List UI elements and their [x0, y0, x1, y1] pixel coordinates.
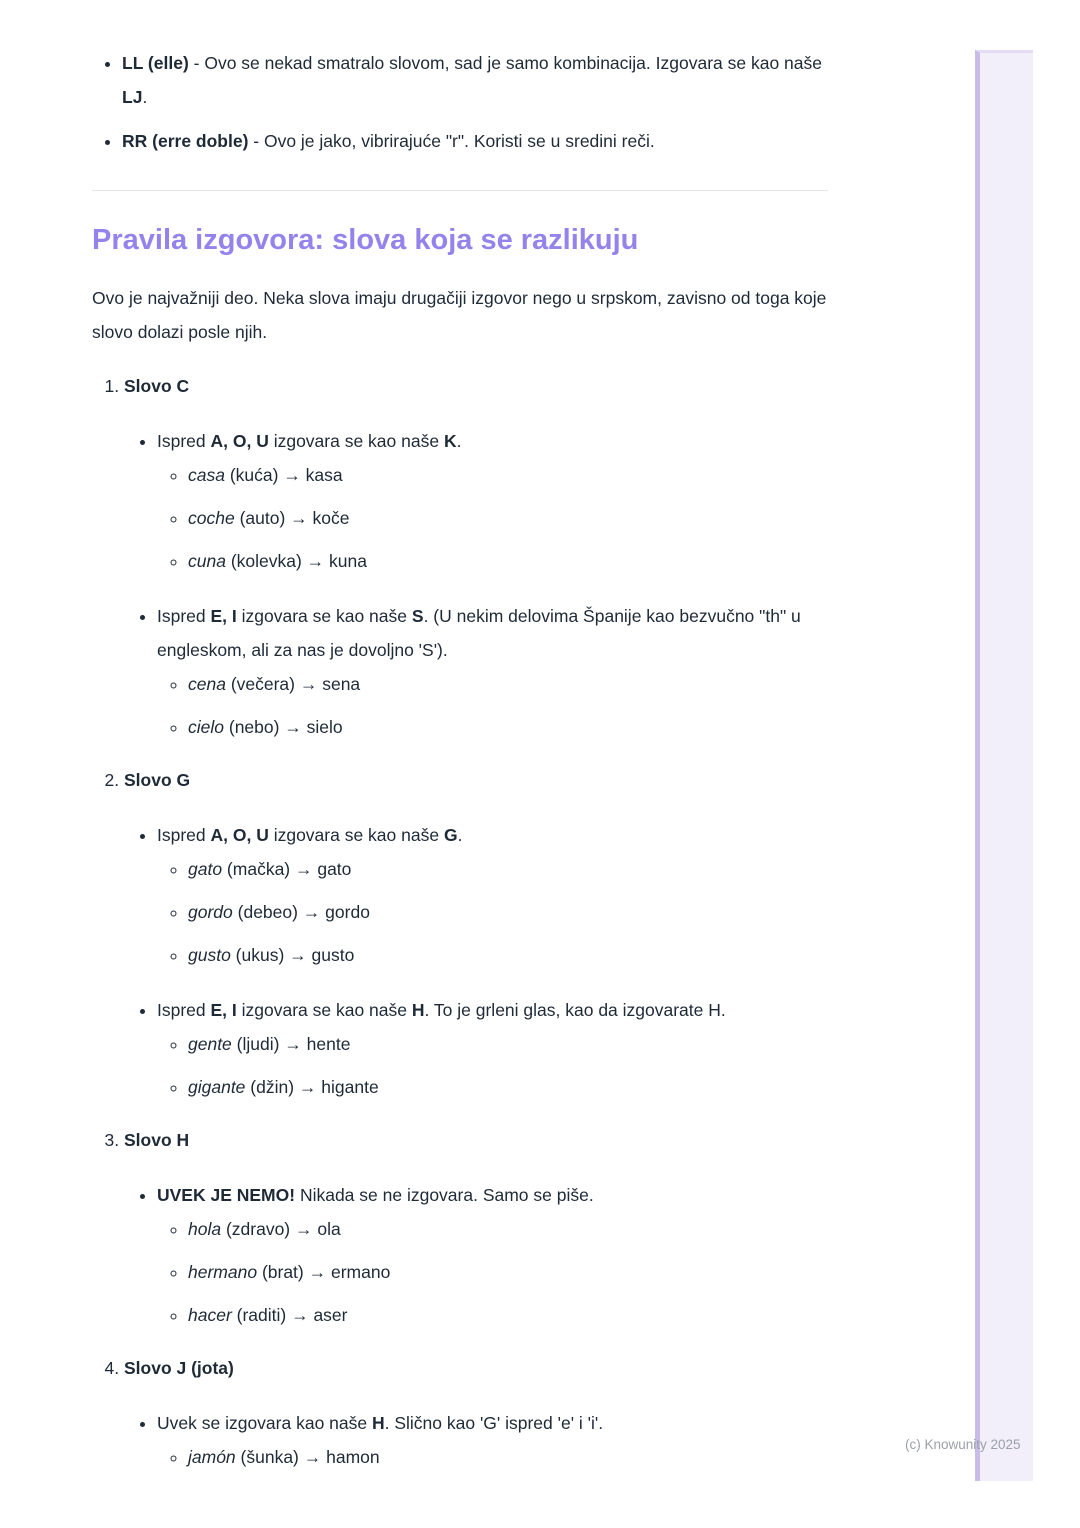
- section-divider: [92, 190, 828, 191]
- text-segment: H: [411, 1000, 425, 1020]
- text-segment: (debeo) → gordo: [232, 902, 370, 922]
- text-segment: (kuća) → kasa: [224, 465, 343, 485]
- rule-bullets: [124, 424, 832, 744]
- document-content: [92, 46, 832, 1474]
- rules-list: [92, 369, 832, 1474]
- section-title: Slovo C: [124, 376, 190, 396]
- text-segment: .: [456, 431, 462, 451]
- example-item: [188, 1027, 832, 1061]
- examples-list: [157, 667, 832, 744]
- intro-list-item: [122, 124, 832, 158]
- text-segment: (nebo) → sielo: [224, 717, 343, 737]
- rule-item: [157, 424, 832, 578]
- example-item: [188, 1070, 832, 1104]
- text-segment: H: [371, 1413, 385, 1433]
- page-title: Pravila izgovora: slova koja se razlikuju: [92, 224, 639, 256]
- text-segment: (ukus) → gusto: [230, 945, 355, 965]
- text-segment: cielo: [188, 717, 224, 737]
- example-item: [188, 710, 832, 744]
- text-segment: izgovara se kao naše: [268, 825, 444, 845]
- text-segment: (brat) → ermano: [257, 1262, 391, 1282]
- rule-section: [124, 763, 832, 1104]
- text-segment: hola: [188, 1219, 222, 1239]
- text-segment: E, I: [210, 606, 237, 626]
- text-segment: . (U nekim delovima Španije kao bezvučno "th" u engleskom, ali za nas je dovoljno 'S').: [157, 606, 801, 660]
- text-segment: Ispred: [157, 431, 211, 451]
- rule-bullets: [124, 1406, 832, 1474]
- rule-section: [124, 1351, 832, 1474]
- intro-list: [92, 46, 832, 158]
- rule-section: [124, 1123, 832, 1332]
- text-segment: LJ: [122, 87, 143, 107]
- intro-list-item: [122, 46, 832, 114]
- text-segment: LL (elle): [122, 53, 189, 73]
- text-segment: cena: [188, 674, 226, 694]
- text-segment: izgovara se kao naše: [236, 606, 412, 626]
- example-item: [188, 1440, 832, 1474]
- text-segment: gigante: [188, 1077, 246, 1097]
- section-title: Slovo G: [124, 770, 191, 790]
- example-item: [188, 852, 832, 886]
- text-segment: G: [443, 825, 458, 845]
- text-segment: - Ovo se nekad smatralo slovom, sad je samo kombinacija. Izgovara se kao naše: [188, 53, 822, 73]
- text-segment: A, O, U: [210, 431, 269, 451]
- example-item: [188, 501, 832, 535]
- example-item: [188, 895, 832, 929]
- text-segment: (auto) → koče: [234, 508, 350, 528]
- section-title: Slovo J (jota): [124, 1358, 234, 1378]
- text-segment: coche: [188, 508, 235, 528]
- text-segment: K: [443, 431, 457, 451]
- examples-list: [157, 852, 832, 972]
- text-segment: (kolevka) → kuna: [225, 551, 367, 571]
- text-segment: izgovara se kao naše: [236, 1000, 412, 1020]
- example-item: [188, 1255, 832, 1289]
- text-segment: . To je grleni glas, kao da izgovarate H.: [424, 1000, 726, 1020]
- examples-list: [157, 1027, 832, 1104]
- text-segment: Uvek se izgovara kao naše: [157, 1413, 372, 1433]
- text-segment: (raditi) → aser: [231, 1305, 348, 1325]
- text-segment: . Slično kao 'G' ispred 'e' i 'i'.: [384, 1413, 604, 1433]
- section-title: Slovo H: [124, 1130, 190, 1150]
- text-segment: - Ovo je jako, vibrirajuće "r". Koristi se u sredini reči.: [248, 131, 655, 151]
- rule-item: [157, 1178, 832, 1332]
- rule-section: [124, 369, 832, 744]
- text-segment: (mačka) → gato: [222, 859, 352, 879]
- text-segment: RR (erre doble): [122, 131, 249, 151]
- text-segment: (šunka) → hamon: [235, 1447, 380, 1467]
- example-item: [188, 938, 832, 972]
- text-segment: gente: [188, 1034, 232, 1054]
- text-segment: jamón: [188, 1447, 236, 1467]
- example-item: [188, 458, 832, 492]
- text-segment: (zdravo) → ola: [221, 1219, 341, 1239]
- text-segment: casa: [188, 465, 225, 485]
- text-segment: Nikada se ne izgovara. Samo se piše.: [295, 1185, 594, 1205]
- text-segment: S: [411, 606, 424, 626]
- text-segment: (džin) → higante: [245, 1077, 379, 1097]
- example-item: [188, 1298, 832, 1332]
- text-segment: gusto: [188, 945, 231, 965]
- right-accent-panel: [975, 50, 1033, 1481]
- text-segment: Ispred: [157, 1000, 211, 1020]
- text-segment: E, I: [210, 1000, 237, 1020]
- example-item: [188, 1212, 832, 1246]
- examples-list: [157, 1440, 832, 1474]
- rule-item: [157, 1406, 832, 1474]
- rule-bullets: [124, 818, 832, 1104]
- copyright-watermark: (c) Knowunity 2025: [905, 1437, 1021, 1452]
- examples-list: [157, 458, 832, 578]
- text-segment: hermano: [188, 1262, 258, 1282]
- text-segment: A, O, U: [210, 825, 269, 845]
- text-segment: cuna: [188, 551, 226, 571]
- text-segment: hacer: [188, 1305, 232, 1325]
- text-segment: gordo: [188, 902, 233, 922]
- text-segment: Ispred: [157, 825, 211, 845]
- rule-bullets: [124, 1178, 832, 1332]
- text-segment: .: [457, 825, 463, 845]
- rule-item: [157, 599, 832, 744]
- text-segment: izgovara se kao naše: [268, 431, 444, 451]
- text-segment: .: [142, 87, 148, 107]
- intro-paragraph: Ovo je najvažniji deo. Neka slova imaju drugačiji izgovor nego u srpskom, zavisno od toga koje slovo dolazi posle njih.: [92, 288, 827, 342]
- example-item: [188, 544, 832, 578]
- text-segment: (večera) → sena: [225, 674, 361, 694]
- text-segment: gato: [188, 859, 223, 879]
- text-segment: UVEK JE NEMO!: [157, 1185, 296, 1205]
- rule-item: [157, 818, 832, 972]
- rule-item: [157, 993, 832, 1104]
- text-segment: (ljudi) → hente: [231, 1034, 351, 1054]
- examples-list: [157, 1212, 832, 1332]
- example-item: [188, 667, 832, 701]
- text-segment: Ispred: [157, 606, 211, 626]
